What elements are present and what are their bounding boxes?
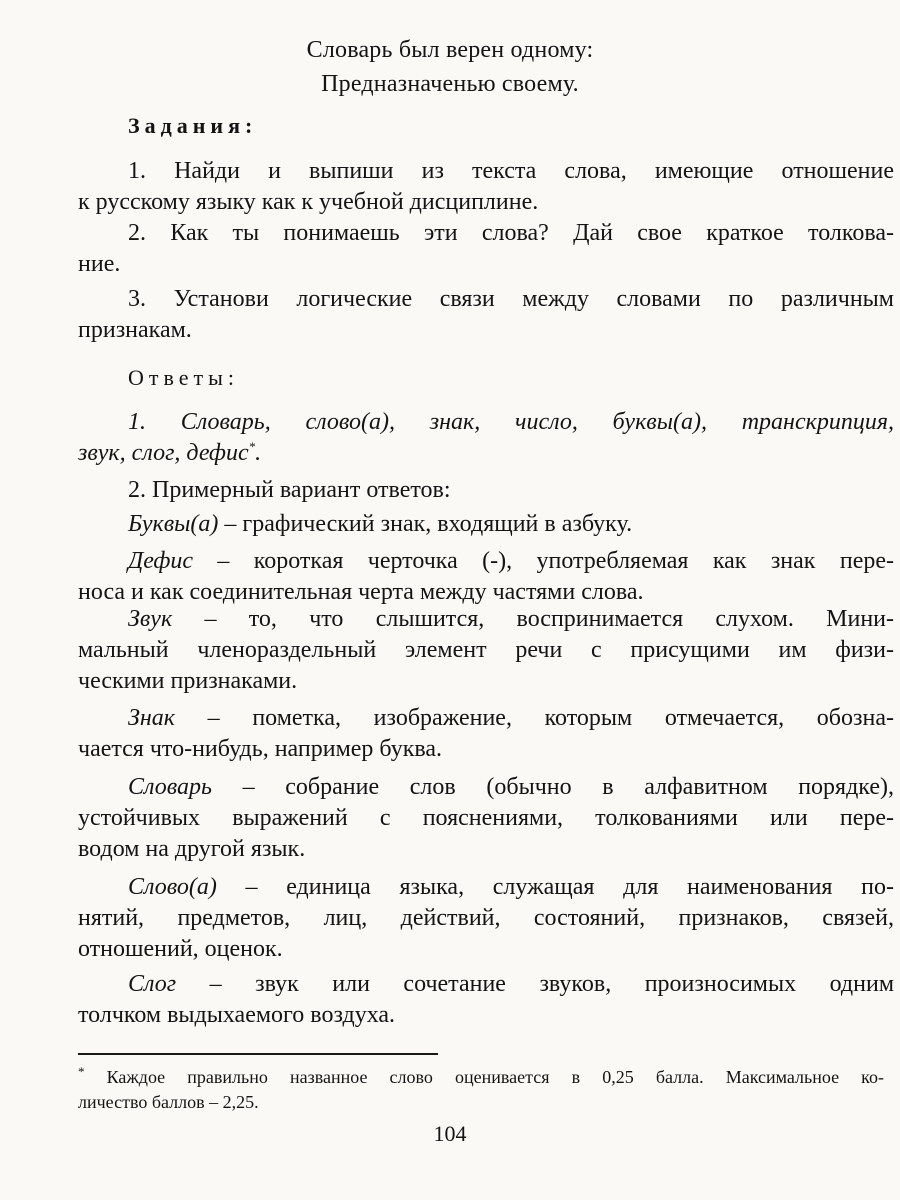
- definition-defis: [78, 546, 894, 608]
- footnote-marker: *: [248, 439, 256, 454]
- definition-line: чается что-нибудь, например буква.: [78, 736, 443, 762]
- footnote: [78, 1065, 884, 1115]
- definition-line: устойчивых выражений с пояснениями, толкованиями или пере-: [78, 805, 894, 831]
- definition-line: [78, 872, 894, 903]
- epigraph-line-2: Предназначенью своему.: [321, 71, 579, 97]
- definition-text: – звук или сочетание звуков, произносимых одним: [176, 971, 894, 997]
- definition-line: [78, 772, 894, 803]
- definition-line: толчком выдыхаемого воздуха.: [78, 1002, 396, 1028]
- task-3: [78, 284, 894, 346]
- definition-line: отношений, оценок.: [78, 936, 283, 962]
- answer-1-line-2: [78, 438, 894, 469]
- definition-line: [78, 969, 894, 1000]
- footnote-text: Каждое правильно названное слово оценивается в 0,25 балла. Максимальное ко-: [84, 1067, 884, 1087]
- definition-term: Знак: [128, 705, 176, 731]
- task-2: [78, 218, 894, 280]
- tasks-heading: Задания:: [128, 113, 258, 138]
- definition-line: ческими признаками.: [78, 668, 298, 694]
- definition-text: – пометка, изображение, которым отмечается, обозна-: [175, 705, 894, 731]
- answer-2-intro: [78, 475, 894, 506]
- task-1-line-2: к русскому языку как к учебной дисциплине.: [78, 189, 539, 215]
- definition-text: – единица языка, служащая для наименования по-: [216, 874, 894, 900]
- answer-1: [78, 407, 894, 469]
- definition-text: – короткая черточка (-), употребляемая как знак пере-: [193, 548, 894, 574]
- definition-bukvy: [78, 509, 894, 540]
- definition-line: носа и как соединительная черта между частями слова.: [78, 579, 644, 605]
- answers-heading: Ответы:: [128, 365, 240, 390]
- task-3-line-1: 3. Установи логические связи между словами по различным: [128, 286, 894, 312]
- definition-line: [78, 509, 894, 540]
- footnote-line-1: [78, 1065, 884, 1090]
- definition-znak: [78, 703, 894, 765]
- definition-line: нятий, предметов, лиц, действий, состояний, признаков, связей,: [78, 905, 894, 931]
- definition-slovo: [78, 872, 894, 965]
- epigraph: [0, 33, 900, 101]
- definition-text: – то, что слышится, воспринимается слухом. Мини-: [172, 606, 894, 632]
- epigraph-line-1: Словарь был верен одному:: [306, 37, 594, 63]
- footnote-divider: [78, 1053, 438, 1055]
- answer-1-words: звук, слог, дефис: [78, 440, 249, 466]
- definition-slog: [78, 969, 894, 1031]
- definition-slovar: [78, 772, 894, 865]
- answer-1-line-1: 1. Словарь, слово(а), знак, число, буквы(а), транскрипция,: [128, 409, 894, 435]
- definition-zvuk: [78, 604, 894, 697]
- task-1-line-1: 1. Найди и выпиши из текста слова, имеющие отношение: [128, 158, 894, 184]
- task-1: [78, 156, 894, 218]
- definition-term: Дефис: [128, 548, 194, 574]
- answer-2-intro-text: 2. Примерный вариант ответов:: [128, 477, 451, 503]
- answer-1-period: .: [255, 440, 262, 466]
- definition-text: – собрание слов (обычно в алфавитном порядке),: [211, 774, 894, 800]
- definition-line: [78, 546, 894, 577]
- definition-line: [78, 604, 894, 635]
- definition-text: – графический знак, входящий в азбуку.: [218, 511, 633, 537]
- definition-term: Словарь: [128, 774, 212, 800]
- definition-line: мальный членораздельный элемент речи с присущими им физи-: [78, 637, 894, 663]
- definition-line: водом на другой язык.: [78, 836, 306, 862]
- task-2-line-2: ние.: [78, 251, 121, 277]
- task-3-line-2: признакам.: [78, 317, 192, 343]
- definition-term: Звук: [128, 606, 173, 632]
- page-number: 104: [433, 1121, 467, 1146]
- definition-term: Буквы(а): [128, 511, 219, 537]
- definition-term: Слово(а): [128, 874, 217, 900]
- task-2-line-1: 2. Как ты понимаешь эти слова? Дай свое краткое толкова-: [128, 220, 894, 246]
- definition-term: Слог: [128, 971, 177, 997]
- footnote-mark: *: [78, 1064, 85, 1079]
- footnote-line-2: личество баллов – 2,25.: [78, 1092, 259, 1112]
- definition-line: [78, 703, 894, 734]
